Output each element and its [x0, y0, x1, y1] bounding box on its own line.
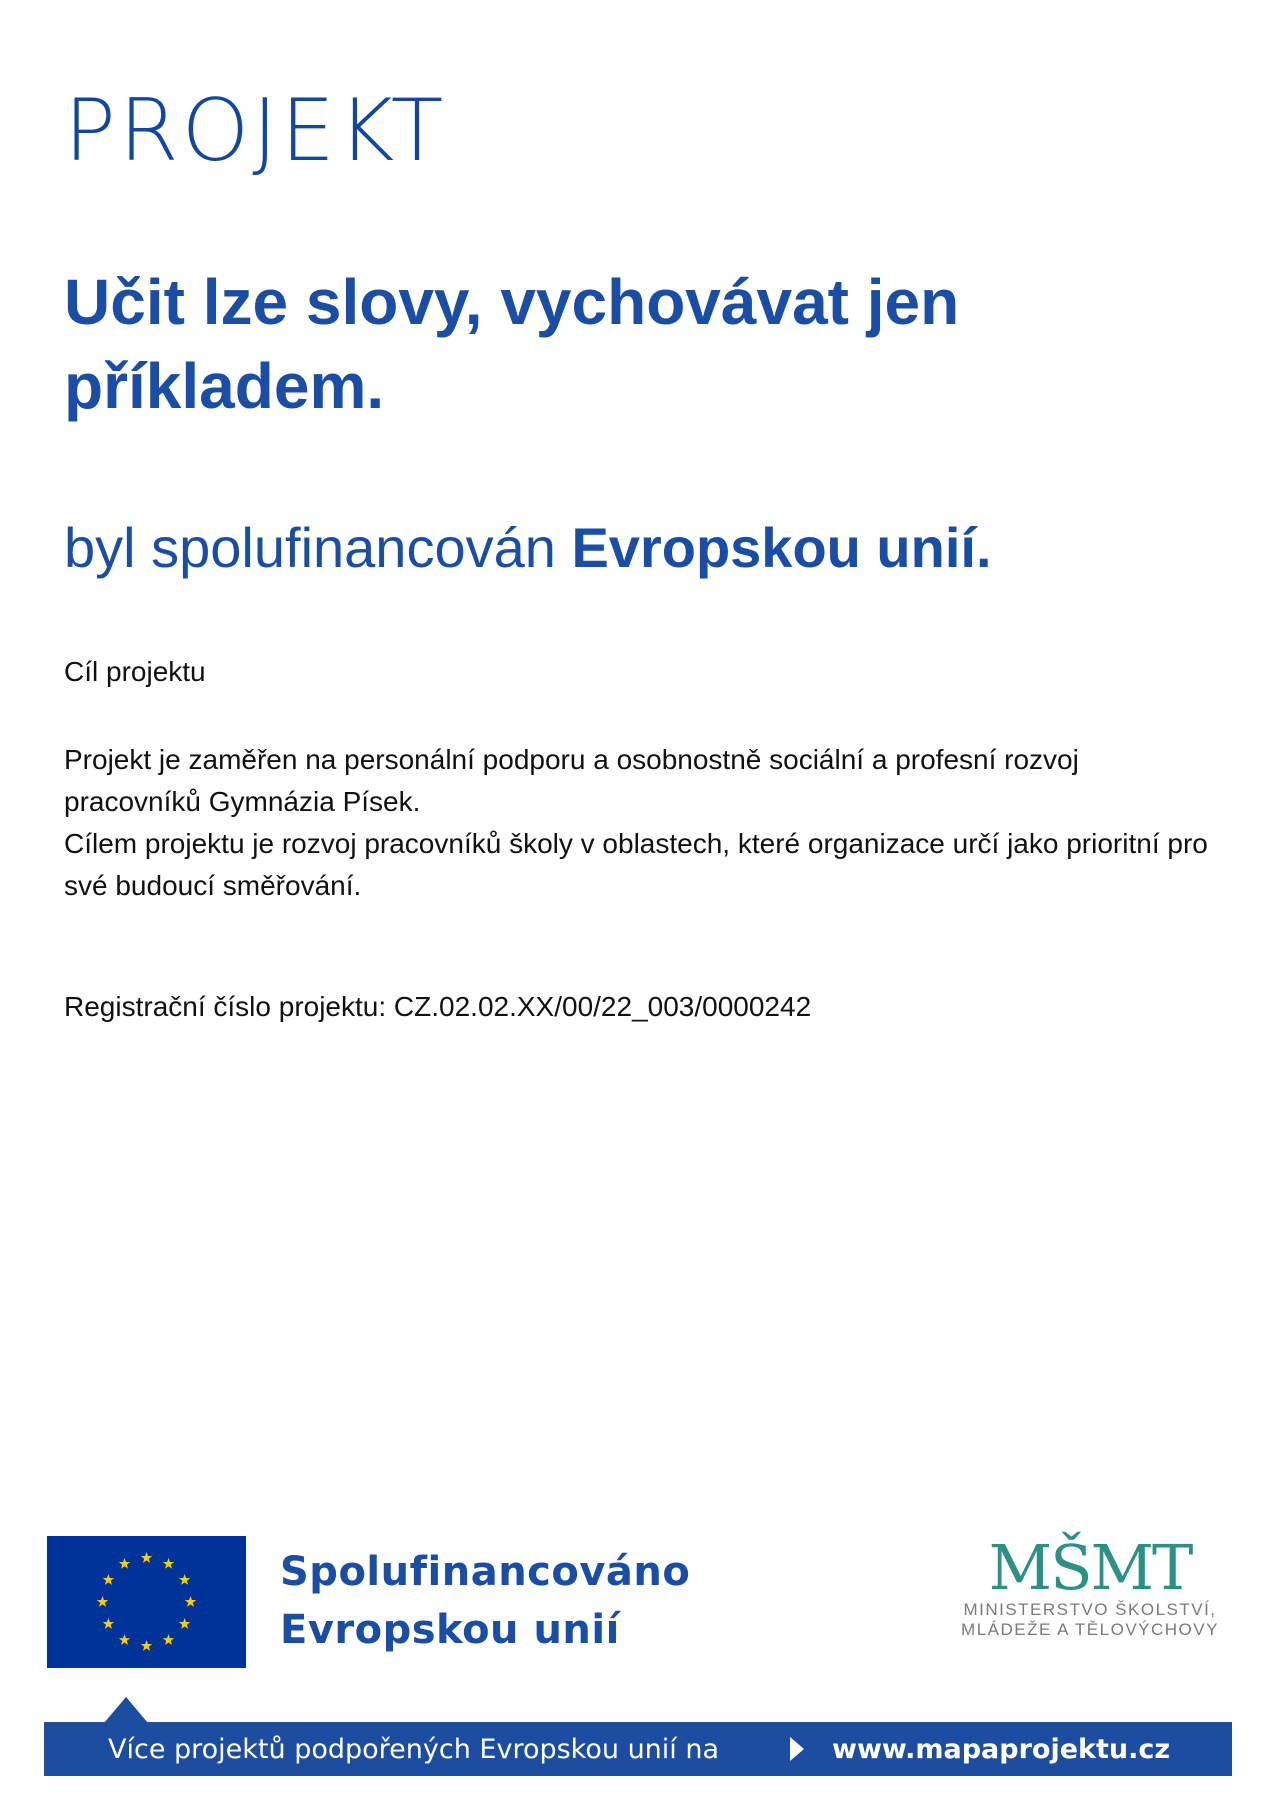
- eu-star: [163, 1558, 174, 1569]
- goal-paragraph-1: Projekt je zaměřen na personální podporu a osobnostně sociální a profesní rozvoj pracovníků Gymnázia Písek.: [64, 744, 1079, 817]
- banner-pointer: [104, 1697, 148, 1723]
- cofinanced-emphasis: Evropskou unií.: [571, 516, 992, 579]
- eu-cofinanced-logo-text: [280, 1543, 690, 1659]
- eu-star: [119, 1558, 130, 1569]
- registration-number: Registrační číslo projektu: CZ.02.02.XX/00/22_003/0000242: [64, 991, 812, 1022]
- eu-star: [97, 1596, 108, 1607]
- eu-star: [103, 1574, 114, 1585]
- eu-star: [179, 1618, 190, 1629]
- footer-banner: [44, 1722, 1232, 1776]
- goal-label: Cíl projektu: [64, 656, 206, 687]
- eu-star: [163, 1634, 174, 1645]
- cofinanced-statement: [64, 516, 992, 580]
- eu-star: [141, 1552, 152, 1563]
- page-heading: PROJEKT: [64, 81, 447, 181]
- ministry-name-line-2: MLÁDEŽE A TĚLOVÝCHOVY: [961, 1620, 1219, 1639]
- eu-star: [185, 1596, 196, 1607]
- eu-star: [141, 1640, 152, 1651]
- ministry-logo: [940, 1531, 1240, 1672]
- eu-text-line-1: Spolufinancováno: [280, 1549, 691, 1595]
- eu-flag-icon: [47, 1536, 246, 1668]
- banner-text: Více projektů podpořených Evropskou unií na: [108, 1734, 720, 1765]
- eu-star: [119, 1634, 130, 1645]
- cofinanced-prefix: byl spolufinancován: [64, 516, 556, 579]
- goal-description: [64, 739, 1214, 907]
- arrow-right-icon: [790, 1737, 804, 1761]
- ministry-name: [940, 1600, 1240, 1640]
- eu-star: [103, 1618, 114, 1629]
- msmt-monogram: MŠMT: [988, 1531, 1192, 1604]
- ministry-name-line-1: MINISTERSTVO ŠKOLSTVÍ,: [963, 1600, 1217, 1619]
- project-title: Učit lze slovy, vychovávat jen příkladem.: [64, 266, 960, 422]
- goal-paragraph-2: Cílem projektu je rozvoj pracovníků školy v oblastech, které organizace určí jako prioritní pro své budoucí směřování.: [64, 828, 1208, 901]
- mapaprojektu-link[interactable]: www.mapaprojektu.cz: [832, 1734, 1171, 1765]
- eu-star: [179, 1574, 190, 1585]
- eu-text-line-2: Evropskou unií: [280, 1607, 620, 1653]
